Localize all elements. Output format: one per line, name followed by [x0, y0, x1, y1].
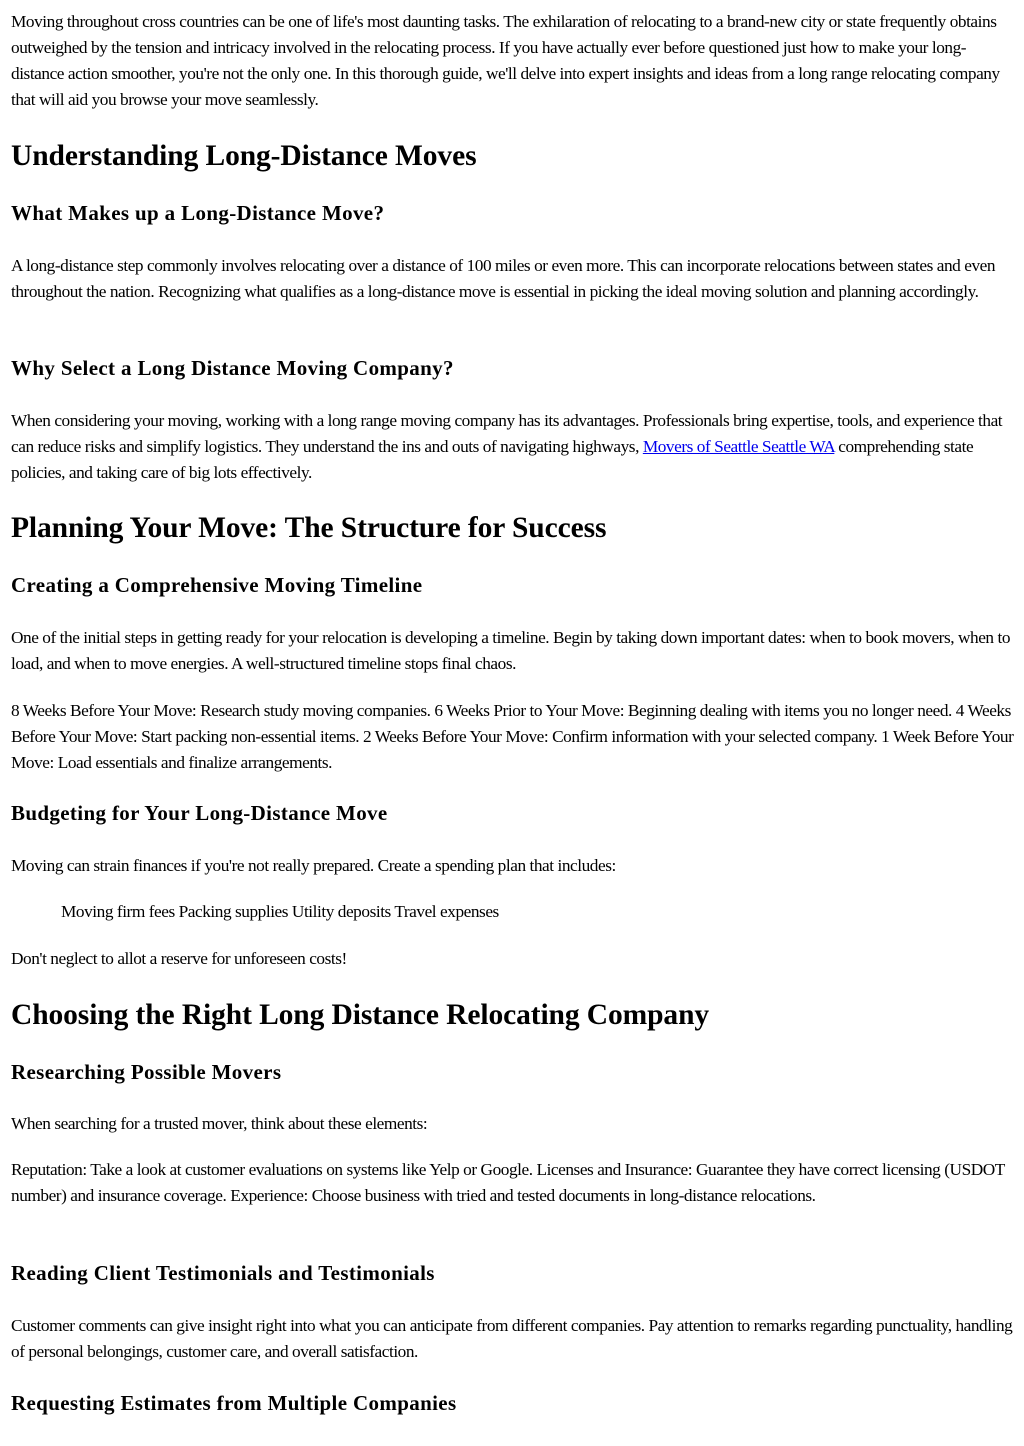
movers-of-seattle-link[interactable]: Movers of Seattle Seattle WA: [642, 437, 835, 456]
budget-items-list: Moving firm fees Packing supplies Utility deposits Travel expenses: [61, 902, 499, 921]
paragraph-mover-factors: Reputation: Take a look at customer evaluations on systems like Yelp or Google. Licenses and Insurance: Guarantee they have correct licensing (USDOT number) and insurance coverage. Experience: Choose business with tried and tested documents in long-distance relocations.: [11, 1160, 1005, 1205]
subheading-researching: Researching Possible Movers: [11, 1060, 282, 1084]
paragraph-timeline-steps: 8 Weeks Before Your Move: Research study moving companies. 6 Weeks Prior to Your Move: Beginning dealing with items you no longer need. 4 Weeks Before Your Move: Start packing non-essential items. 2 Weeks Before Your Move: Confirm information with your selected company. 1 Week Before Your Move: Load essentials and finalize arrangements.: [11, 701, 1014, 772]
paragraph-budgeting: Moving can strain finances if you're not really prepared. Create a spending plan that includes:: [11, 856, 616, 875]
subheading-why-select: Why Select a Long Distance Moving Company?: [11, 356, 454, 380]
subheading-testimonials: Reading Client Testimonials and Testimonials: [11, 1261, 435, 1285]
why-select-text-after: comprehending state policies, and taking care of big lots effectively.: [11, 437, 974, 482]
why-select-text-before: When considering your moving, working with a long range moving company has its advantages. Professionals bring expertise, tools, and experience that can reduce risks and simplify logistics. They understand the ins and outs of navigating highways,: [11, 411, 1003, 456]
section-heading-planning: Planning Your Move: The Structure for Success: [11, 512, 607, 544]
paragraph-researching-intro: When searching for a trusted mover, think about these elements:: [11, 1114, 428, 1133]
section-heading-understanding: Understanding Long-Distance Moves: [11, 140, 477, 172]
subheading-budgeting: Budgeting for Your Long-Distance Move: [11, 801, 388, 825]
subheading-estimates: Requesting Estimates from Multiple Companies: [11, 1391, 457, 1415]
subheading-what-makes-up: What Makes up a Long-Distance Move?: [11, 201, 385, 225]
subheading-timeline: Creating a Comprehensive Moving Timeline: [11, 573, 423, 597]
section-heading-choosing: Choosing the Right Long Distance Relocating Company: [11, 999, 710, 1031]
paragraph-timeline-intro: One of the initial steps in getting ready for your relocation is developing a timeline. Begin by taking down important dates: when to book movers, when to load, and when to move energies. A well-structured timeline stops final chaos.: [11, 628, 1011, 673]
paragraph-reserve-note: Don't neglect to allot a reserve for unforeseen costs!: [11, 949, 347, 968]
paragraph-why-select: [11, 408, 1017, 486]
paragraph-testimonials: Customer comments can give insight right into what you can anticipate from different companies. Pay attention to remarks regarding punctuality, handling of personal belongings, customer care, and overall satisfaction.: [11, 1316, 1013, 1361]
paragraph-long-distance-definition: A long-distance step commonly involves relocating over a distance of 100 miles or even more. This can incorporate relocations between states and even throughout the nation. Recognizing what qualifies as a long-distance move is essential in picking the ideal moving solution and planning accordingly.: [11, 256, 996, 301]
intro-paragraph: Moving throughout cross countries can be one of life's most daunting tasks. The exhilaration of relocating to a brand-new city or state frequently obtains outweighed by the tension and intricacy involved in the relocating process. If you have actually ever before questioned just how to make your long-distance action smoother, you're not the only one. In this thorough guide, we'll delve into expert insights and ideas from a long range relocating company that will aid you browse your move seamlessly.: [11, 12, 1000, 109]
